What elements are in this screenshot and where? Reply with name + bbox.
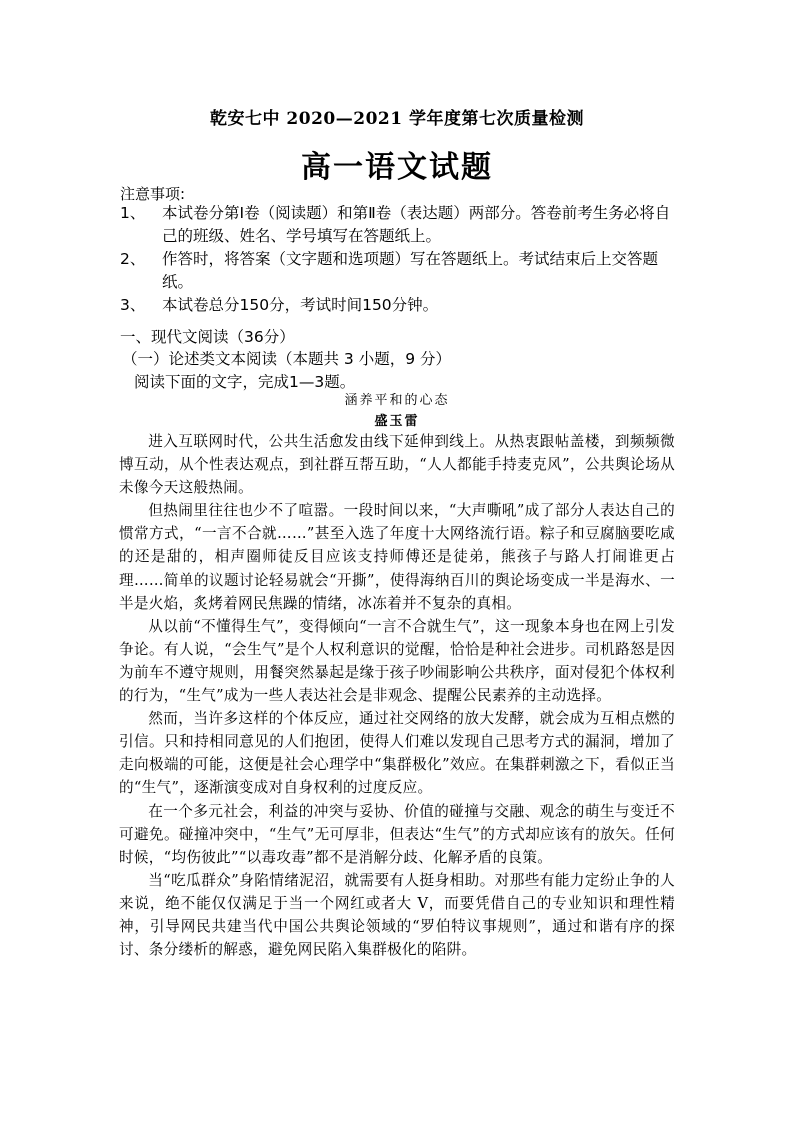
article-title: 涵养平和的心态 [344,393,450,408]
notice-text: 本试卷分第Ⅰ卷（阅读题）和第Ⅱ卷（表达题）两部分。答卷前考生务必将自己的班级、姓名、学号填写在答题纸上。 [162,204,671,245]
article-paragraph: 在一个多元社会，利益的冲突与妥协、价值的碰撞与交融、观念的萌生与变迁不可避免。碰撞冲突中，“生气”无可厚非，但表达“生气”的方式却应该有的放矢。任何时候，“均伤彼此”“以毒攻毒”都不是消解分歧、化解矛盾的良策。 [119,802,675,866]
reading-instruction: 阅读下面的文字，完成1—3题。 [134,373,356,391]
article-paragraph: 然而，当许多这样的个体反应，通过社交网络的放大发酵，就会成为互相点燃的引信。只和持相同意见的人们抱团，使得人们难以发现自己思考方式的漏洞，增加了走向极端的可能，这便是社会心理学中“集群极化”效应。在集群刺激之下，看似正当的“生气”，逐渐演变成对自身权利的过度反应。 [119,710,675,797]
notice-item [120,202,680,248]
notice-text: 本试卷总分150分，考试时间150分钟。 [162,296,439,314]
notice-list [120,202,680,317]
school-title: 乾安七中 2020—2021 学年度第七次质量检测 [210,109,584,129]
notice-item [120,248,680,294]
notice-heading: 注意事项: [120,185,186,203]
exam-title: 高一语文试题 [301,150,493,185]
notice-number: 3、 [120,296,146,314]
subsection-heading: （一）论述类文本阅读（本题共 3 小题，9 分） [122,350,452,368]
notice-number: 2、 [120,250,146,268]
article-paragraph: 当“吃瓜群众”身陷情绪泥沼，就需要有人挺身相助。对那些有能力定纷止争的人来说，绝不能仅仅满足于当一个网红或者大 V，而要凭借自己的专业知识和理性精神，引导网民共建当代中国公共舆论领域的“罗伯特议事规则”，通过和谐有序的探讨、条分缕析的解惑，避免网民陷入集群极化的陷阱。 [119,871,675,959]
notice-item [120,294,680,317]
article-paragraph: 从以前“不懂得生气”，变得倾向“一言不合就生气”，这一现象本身也在网上引发争论。有人说，“会生气”是个人权利意识的觉醒，恰恰是种社会进步。司机路怒是因为前车不遵守规则，用餐突然暴起是缘于孩子吵闹影响公共秩序，面对侵犯个体权利的行为，“生气”成为一些人表达社会是非观念、提醒公民素养的主动选择。 [119,617,675,705]
section-heading: 一、现代文阅读（36分） [120,328,295,346]
notice-number: 1、 [120,204,146,222]
article-paragraph: 但热闹里往往也少不了喧嚣。一段时间以来，“大声嘶吼”成了部分人表达自己的惯常方式，“一言不合就……”甚至入选了年度十大网络流行语。粽子和豆腐脑要吃咸的还是甜的，相声圈师徒反目应该支持师傅还是徒弟，熊孩子与路人打闹谁更占理……简单的议题讨论轻易就会“开撕”，使得海纳百川的舆论场变成一半是海水、一半是火焰，炙烤着网民焦躁的情绪，冰冻着并不复杂的真相。 [119,502,675,612]
notice-text: 作答时，将答案（文字题和选项题）写在答题纸上。考试结束后上交答题纸。 [162,250,659,291]
article-author: 盛玉雷 [374,414,420,429]
article-body [119,430,675,961]
article-paragraph: 进入互联网时代，公共生活愈发由线下延伸到线上。从热衷跟帖盖楼，到频频微博互动，从个性表达观点，到社群互帮互助，“人人都能手持麦克风”，公共舆论场从未像今天这般热闹。 [119,433,675,497]
